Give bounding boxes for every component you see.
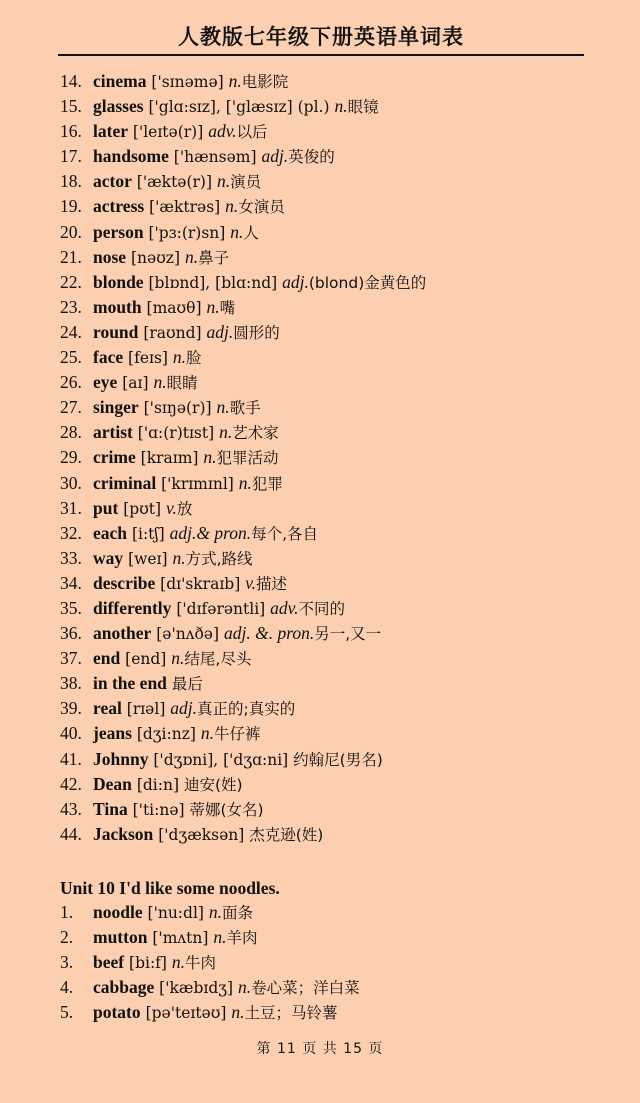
entry-translation: 艺术家 <box>232 424 279 443</box>
vocab-entry <box>60 900 620 925</box>
page-header <box>58 20 584 56</box>
entry-word: Jackson <box>93 823 154 844</box>
entry-number: 21. <box>60 246 82 267</box>
vocab-entry <box>60 220 620 245</box>
entry-number: 37. <box>60 648 82 669</box>
entry-translation: 牛仔裤 <box>213 725 261 744</box>
vocab-entry <box>60 521 620 546</box>
entry-part-of-speech: n. <box>334 96 348 117</box>
entry-word: real <box>93 698 122 719</box>
vocab-entry <box>60 370 620 395</box>
entry-pronunciation: ['sɪnəmə] <box>146 73 229 91</box>
entry-number: 20. <box>60 221 82 242</box>
entry-number: 31. <box>60 497 82 518</box>
vocab-entry <box>60 320 620 345</box>
vocab-entry <box>60 169 620 194</box>
entry-part-of-speech: n. <box>237 977 252 998</box>
entry-number: 24. <box>60 321 82 342</box>
entry-word: person <box>93 221 144 242</box>
entry-number: 5. <box>60 1002 74 1023</box>
entry-translation: 迪安(姓) <box>183 775 243 794</box>
entry-word: crime <box>93 447 136 468</box>
entry-pronunciation: [blɒnd], [blɑ:nd] <box>143 273 283 292</box>
entry-pronunciation: [raʊnd] <box>138 323 207 342</box>
entry-number: 39. <box>60 698 82 719</box>
entry-pronunciation: ['sɪŋə(r)] <box>138 399 217 418</box>
entry-word: each <box>93 522 128 543</box>
entry-number: 14. <box>60 71 82 91</box>
entry-number: 19. <box>60 196 82 217</box>
entry-number: 3. <box>60 952 74 973</box>
entry-part-of-speech: adj. <box>261 146 289 167</box>
vocab-entry <box>60 546 620 571</box>
entry-pronunciation: [rɪəl] <box>121 700 171 719</box>
entry-word: singer <box>93 397 139 418</box>
entry-word: mouth <box>93 296 142 317</box>
entry-word: way <box>93 547 124 568</box>
entry-part-of-speech: n. <box>225 196 239 217</box>
entry-translation: 英俊的 <box>288 148 335 167</box>
unit10-vocabulary-list <box>60 900 620 1025</box>
vocab-entry <box>60 245 620 270</box>
entry-translation: 女演员 <box>238 198 285 217</box>
vocab-entry <box>60 571 620 596</box>
entry-pronunciation: [i:tʃ] <box>127 524 170 543</box>
entry-number: 23. <box>60 296 82 317</box>
vocab-entry <box>60 696 620 721</box>
entry-word: mutton <box>93 927 148 948</box>
entry-pronunciation: ['dɪfərəntli] <box>171 599 271 618</box>
entry-part-of-speech: n. <box>171 648 185 669</box>
entry-word: differently <box>93 597 172 618</box>
entry-word: glasses <box>93 96 144 117</box>
vocab-entry <box>60 270 620 295</box>
entry-translation: 以后 <box>236 123 268 142</box>
entry-word: actress <box>93 196 145 217</box>
entry-word: end <box>93 648 121 669</box>
entry-translation: 结尾,尽头 <box>184 650 252 669</box>
entry-translation: 嘴 <box>219 298 236 317</box>
entry-part-of-speech: v. <box>166 497 177 518</box>
entry-number: 42. <box>60 773 82 794</box>
entry-translation: (blond)金黄色的 <box>308 273 427 292</box>
entry-part-of-speech: n. <box>230 221 244 242</box>
vocab-entry <box>60 420 620 445</box>
vocab-entry <box>60 671 620 696</box>
entry-translation: 犯罪 <box>251 474 283 493</box>
entry-pronunciation: [end] <box>120 650 172 669</box>
entry-pronunciation: [nəʊz] <box>126 248 185 267</box>
entry-part-of-speech: n. <box>184 246 199 267</box>
entry-pronunciation: [dʒi:nz] <box>131 725 201 744</box>
entry-part-of-speech: n. <box>216 397 230 418</box>
vocab-entry <box>60 747 620 772</box>
entry-pronunciation: ['mʌtn] <box>147 929 214 948</box>
entry-translation: 卷心菜；洋白菜 <box>251 979 360 998</box>
entry-pronunciation: ['dʒæksən] <box>153 825 250 844</box>
entry-translation: 眼睛 <box>166 374 198 393</box>
entry-translation: 电影院 <box>241 73 289 91</box>
entry-word: nose <box>93 246 127 267</box>
entry-word: later <box>93 121 128 142</box>
entry-word: eye <box>93 372 118 393</box>
entry-part-of-speech: n. <box>228 71 242 91</box>
vocab-entry <box>60 621 620 646</box>
entry-number: 33. <box>60 547 82 568</box>
entry-pronunciation: ['dʒɒni], ['dʒɑ:ni] <box>148 750 294 769</box>
entry-translation: 鼻子 <box>198 248 230 267</box>
entry-number: 41. <box>60 748 82 769</box>
entry-pronunciation: [dɪ'skraɪb] <box>155 574 246 593</box>
entry-number: 25. <box>60 347 82 368</box>
entry-word: potato <box>93 1002 141 1023</box>
vocab-entry <box>60 721 620 746</box>
vocab-entry <box>60 797 620 822</box>
entry-translation: 演员 <box>230 173 262 192</box>
entry-pronunciation: [ə'nʌðə] <box>151 625 224 644</box>
entry-word: blonde <box>93 271 144 292</box>
unit-heading: Unit 10 I'd like some noodles. <box>60 878 280 898</box>
entry-pronunciation: ['ɑ:(r)tɪst] <box>132 424 220 443</box>
entry-number: 30. <box>60 472 82 493</box>
entry-translation: 牛肉 <box>185 954 217 973</box>
entry-word: round <box>93 321 139 342</box>
vocab-entry <box>60 1000 620 1025</box>
entry-part-of-speech: n. <box>238 472 252 493</box>
entry-word: artist <box>93 422 133 443</box>
entry-translation: 眼镜 <box>347 98 379 117</box>
entry-number: 1. <box>60 902 74 922</box>
entry-word: noodle <box>93 902 143 922</box>
entry-pronunciation: ['pɜ:(r)sn] <box>143 223 231 242</box>
entry-part-of-speech: adj. <box>282 271 309 292</box>
entry-pronunciation: [pə'teɪtəʊ] <box>140 1004 232 1023</box>
vocab-entry <box>60 772 620 797</box>
vocab-entry <box>60 194 620 219</box>
entry-number: 36. <box>60 623 82 644</box>
vocabulary-list <box>60 69 620 847</box>
entry-number: 34. <box>60 572 82 593</box>
entry-part-of-speech: n. <box>231 1002 245 1023</box>
entry-pronunciation: ['kæbɪdʒ] <box>154 979 238 998</box>
vocab-entry <box>60 950 620 975</box>
entry-number: 18. <box>60 171 82 192</box>
entry-part-of-speech: n. <box>172 547 186 568</box>
entry-translation: 另一,又一 <box>314 625 382 644</box>
entry-pronunciation: ['leɪtə(r)] <box>127 123 209 142</box>
entry-translation: 圆形的 <box>233 323 280 342</box>
entry-word: Johnny <box>93 748 149 769</box>
entry-part-of-speech: v. <box>245 572 257 593</box>
entry-number: 28. <box>60 422 82 443</box>
page-title: 人教版七年级下册英语单词表 <box>178 24 464 49</box>
entry-number: 44. <box>60 823 82 844</box>
entry-word: another <box>93 623 152 644</box>
entry-translation: 面条 <box>222 904 254 922</box>
entry-pronunciation: [feɪs] <box>123 349 173 368</box>
entry-word: criminal <box>93 472 157 493</box>
entry-pronunciation: [weɪ] <box>123 549 173 568</box>
entry-part-of-speech: n. <box>219 422 233 443</box>
entry-number: 35. <box>60 597 82 618</box>
entry-number: 29. <box>60 447 82 468</box>
entry-word: beef <box>93 952 125 973</box>
entry-translation: 每个,各自 <box>251 524 319 543</box>
entry-word: Tina <box>93 798 128 819</box>
page-footer: 第 11 页 共 15 页 <box>256 1041 384 1057</box>
vocab-entry <box>60 395 620 420</box>
entry-translation: 最后 <box>171 675 203 694</box>
entry-translation: 歌手 <box>229 399 261 418</box>
entry-number: 27. <box>60 397 82 418</box>
entry-word: in the end <box>93 673 167 694</box>
vocab-entry <box>60 345 620 370</box>
entry-part-of-speech: n. <box>213 927 227 948</box>
entry-number: 15. <box>60 96 82 117</box>
entry-word: describe <box>93 572 156 593</box>
entry-word: Dean <box>93 773 132 794</box>
entry-number: 2. <box>60 927 74 948</box>
entry-pronunciation: ['ti:nə] <box>127 800 190 819</box>
vocab-entry <box>60 94 620 119</box>
entry-part-of-speech: adj. <box>170 698 198 719</box>
entry-number: 38. <box>60 673 82 694</box>
entry-part-of-speech: n. <box>171 952 186 973</box>
entry-pronunciation: [pʊt] <box>118 499 167 518</box>
entry-number: 16. <box>60 121 82 142</box>
entry-number: 26. <box>60 372 82 393</box>
entry-translation: 人 <box>243 223 259 242</box>
vocab-entry <box>60 822 620 847</box>
entry-translation: 羊肉 <box>226 929 258 948</box>
entry-part-of-speech: adv. <box>208 121 237 142</box>
entry-part-of-speech: n. <box>216 171 231 192</box>
entry-pronunciation: [bi:f] <box>124 954 172 973</box>
entry-word: handsome <box>93 146 169 167</box>
entry-part-of-speech: n. <box>206 296 220 317</box>
entry-number: 22. <box>60 271 82 292</box>
entry-number: 40. <box>60 723 82 744</box>
entry-pronunciation: ['æktə(r)] <box>131 173 217 192</box>
entry-translation: 蒂娜(女名) <box>189 800 264 819</box>
vocab-entry <box>60 975 620 1000</box>
entry-part-of-speech: adj.& pron. <box>169 522 252 543</box>
entry-pronunciation: ['glɑ:sɪz], ['glæsɪz] (pl.) <box>143 98 335 117</box>
entry-number: 43. <box>60 798 82 819</box>
entry-part-of-speech: n. <box>208 902 223 922</box>
entry-part-of-speech: adj. &. pron. <box>223 623 315 644</box>
entry-translation: 犯罪活动 <box>216 449 279 468</box>
vocab-entry <box>60 295 620 320</box>
vocab-entry <box>60 646 620 671</box>
entry-pronunciation: [di:n] <box>131 775 184 794</box>
entry-word: jeans <box>93 723 132 744</box>
vocab-entry <box>60 471 620 496</box>
entry-translation: 真正的;真实的 <box>197 700 296 719</box>
entry-number: 17. <box>60 146 82 167</box>
entry-pronunciation: ['nu:dl] <box>142 904 209 922</box>
entry-pronunciation: ['hænsəm] <box>168 148 262 167</box>
entry-translation: 脸 <box>186 349 202 368</box>
entry-number: 4. <box>60 977 74 998</box>
entry-pronunciation: ['æktrəs] <box>144 198 226 217</box>
entry-translation: 方式,路线 <box>185 549 253 568</box>
entry-pronunciation: [maʊθ] <box>141 298 207 317</box>
entry-part-of-speech: n. <box>153 372 167 393</box>
entry-translation: 不同的 <box>298 599 345 618</box>
vocab-entry <box>60 445 620 470</box>
entry-word: cinema <box>93 71 147 91</box>
vocab-entry <box>60 119 620 144</box>
entry-translation: 杰克逊(姓) <box>249 825 324 844</box>
entry-translation: 约翰尼(男名) <box>293 750 383 769</box>
entry-translation: 土豆；马铃薯 <box>244 1004 338 1023</box>
vocab-entry <box>60 144 620 169</box>
vocab-entry <box>60 596 620 621</box>
entry-translation: 描述 <box>256 574 288 593</box>
entry-word: face <box>93 347 124 368</box>
entry-pronunciation: [aɪ] <box>117 374 154 393</box>
entry-pronunciation: [kraɪm] <box>135 449 204 468</box>
entry-part-of-speech: n. <box>203 447 217 468</box>
vocab-entry <box>60 496 620 521</box>
entry-word: cabbage <box>93 977 155 998</box>
entry-part-of-speech: n. <box>200 723 214 744</box>
entry-word: actor <box>93 171 132 192</box>
vocab-entry <box>60 925 620 950</box>
entry-translation: 放 <box>176 499 193 518</box>
vocab-entry <box>60 69 620 94</box>
entry-part-of-speech: adv. <box>270 597 299 618</box>
entry-word: put <box>93 497 119 518</box>
entry-part-of-speech: n. <box>172 347 187 368</box>
entry-number: 32. <box>60 522 82 543</box>
entry-pronunciation: ['krɪmɪnl] <box>156 474 239 493</box>
entry-part-of-speech: adj. <box>206 321 234 342</box>
